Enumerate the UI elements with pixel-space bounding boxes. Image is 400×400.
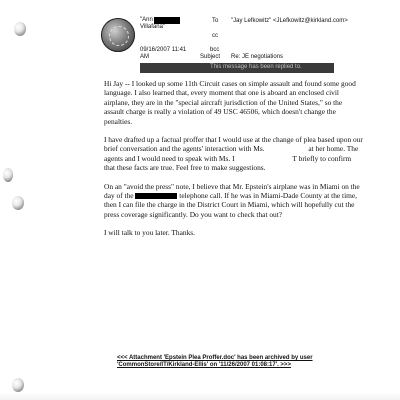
sent-date [140, 47, 192, 61]
subject-label: Subject [200, 54, 221, 60]
sent-date-line2: AM [140, 54, 149, 60]
redaction-box [154, 17, 180, 24]
body-paragraph-4: I will talk to you later. Thanks. [104, 228, 196, 238]
sender-avatar [101, 18, 135, 52]
body-paragraph-2-part-1: I have drafted up a factual proffer that I would use at the change of plea based upon our brief conversation and the agents' interaction with Ms. [104, 135, 363, 154]
sender-name-line1: "Ann [140, 17, 153, 23]
to-label: To [212, 18, 219, 24]
binder-hole [12, 196, 24, 210]
body-paragraph-2-part-3: T briefly to confirm that these facts are true. Feel free to make suggestions. [104, 153, 352, 173]
sender-name [140, 17, 212, 31]
body-paragraph-3-part-1: On an "avoid the press" note, I believe that Mr. Epstein's airplane was in Miami on the day of the [104, 181, 360, 201]
redaction-box [135, 193, 177, 199]
subject-value: Re: JE negotiations [231, 54, 284, 60]
cc-label: cc [212, 33, 218, 39]
sender-name-line2: Villafana" [140, 24, 166, 30]
body-paragraph-3 [104, 182, 364, 220]
message-body [104, 79, 364, 238]
attachment-archive-link[interactable]: <<< Attachment 'Epstein Plea Proffer.doc' has been archived by user 'CommonStore/IT/Kirkland-Ellis' on '11/26/2007 01:08:17'. >>> [117, 355, 313, 369]
binder-hole [3, 168, 13, 182]
body-paragraph-3-part-2: telephone call. If he was in Miami-Dade County at the time, then I can file the charge in the District Court in Miami, which will hopefully cut the press coverage significantly. Do you want to check that out? [104, 191, 358, 219]
binder-hole [12, 378, 24, 392]
sent-date-line1: 09/16/2007 11:41 [140, 47, 187, 53]
message-history-bar [140, 63, 334, 73]
message-history-text: This message has been replied to. [210, 64, 302, 70]
body-paragraph-1: Hi Jay -- I looked up some 11th Circuit cases on simple assault and found some good language. I also learned that, every moment that one is aboard an enclosed civil airplane, they are in the "special aircraft jurisdiction of the United States," so the assault charge is really a violation of 49 USC 46506, which doesn't change the penalties. [104, 79, 356, 126]
body-paragraph-2-part-2: at her home. The agents and I would need to speak with Ms. I [104, 144, 359, 163]
to-value: "Jay Lefkowitz" <JLefkowitz@kirkland.com> [231, 18, 348, 24]
binder-hole [14, 22, 26, 36]
page-edge [0, 392, 400, 400]
bcc-label: bcc [210, 47, 220, 53]
body-paragraph-2 [104, 135, 364, 173]
